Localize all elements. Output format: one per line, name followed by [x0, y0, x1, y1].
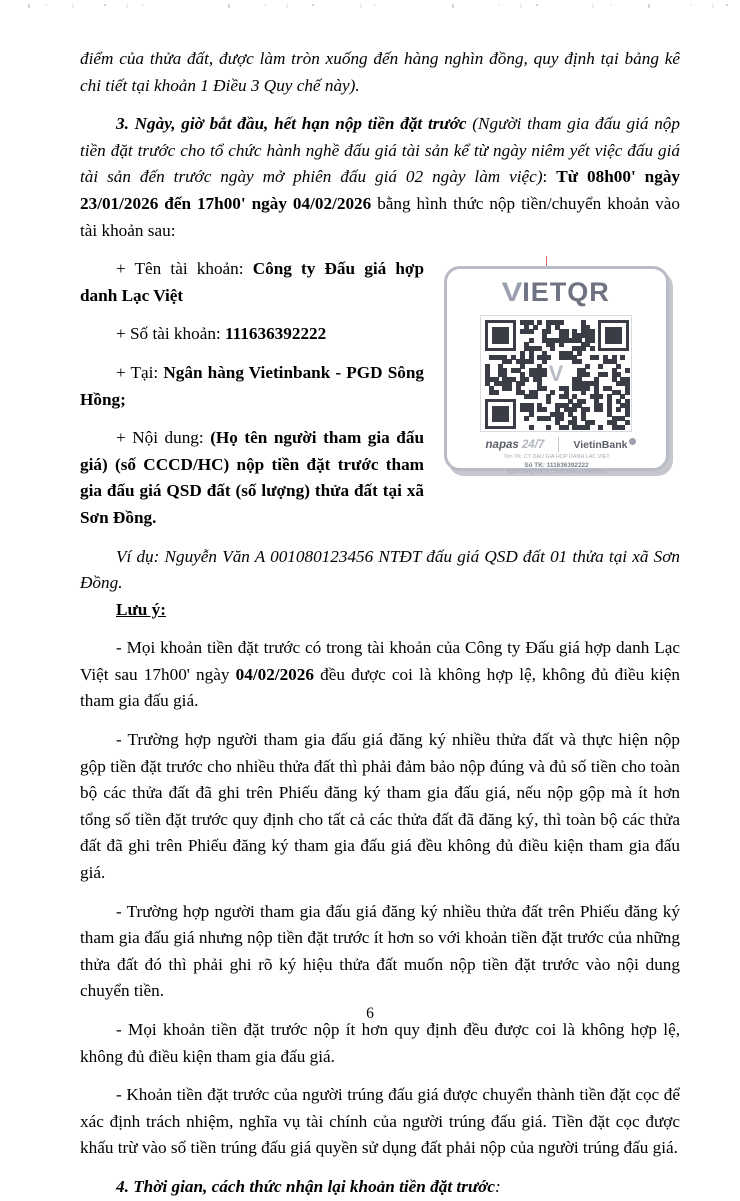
section-4-heading: 4. Thời gian, cách thức nhận lại khoản tiền đặt trước [116, 1176, 496, 1196]
note-paragraph-2: - Trường hợp người tham gia đấu giá đăng ký nhiều thửa đất và thực hiện nộp gộp tiền đặt trước cho nhiều thửa đất thì phải đảm bảo nộp đúng và đủ số tiền cho toàn bộ các thửa đất đã ghi trên Phiếu đăng ký tham gia đấu giá, nếu nộp gộp mà ít hơn tổng số tiền đặt trước quy định cho tất cả các thửa đất đã đăng ký, thì toàn bộ các thửa đất đã ghi trên Phiếu đăng ký tham gia đấu giá đều không đủ điều kiện tham gia đấu giá. [80, 730, 680, 883]
vietqr-card [444, 266, 669, 476]
napas-logo-suffix: 24/7 [521, 438, 545, 451]
note-paragraph-5: - Khoản tiền đặt trước của người trúng đấu giá được chuyển thành tiền đặt cọc để xác định trách nhiệm, nghĩa vụ tài chính của người trúng đấu giá. Tiền đặt cọc được khấu trừ vào số tiền trúng đấu giá quyền sử dụng đất phải nộp của người trúng đấu giá. [80, 1085, 680, 1158]
qr-code-grid [485, 320, 627, 427]
vietqr-logo [447, 277, 666, 308]
vietqr-logo-text: IETQR [522, 277, 610, 308]
vietqr-card-figure [434, 256, 680, 480]
account-bank-label: + Tại: [116, 362, 164, 382]
section-3-deadline: Từ 08h00' ngày 23/01/2026 đến 17h00' ngày 04/02/2026 [80, 167, 681, 213]
section-3-heading: 3. Ngày, giờ bắt đầu, hết hạn nộp tiền đặt trước [116, 114, 467, 134]
card-fine-print [455, 454, 658, 477]
account-content-label: + Nội dung: [116, 428, 211, 448]
vietqr-logo-v: V [501, 277, 524, 308]
napas-logo-text: napas [485, 438, 519, 451]
note-heading [80, 597, 680, 624]
section-3-paragraph [80, 111, 680, 244]
account-name-value: Công ty Đấu giá hợp danh Lạc Việt [80, 259, 425, 305]
paragraph-continued [80, 46, 680, 99]
note-paragraph-3: - Trường hợp người tham gia đấu giá đăng ký nhiều thửa đất trên Phiếu đăng ký tham gia đấu giá nhưng nộp tiền đặt trước ít hơn so với khoản tiền đặt trước của những thửa đất đó thì phải ghi rõ ký hiệu thửa đất muốn nộp tiền đặt trước vào nội dung chuyển tiền. [80, 901, 680, 1001]
qr-center-logo: V [548, 360, 564, 386]
qr-code-image [480, 315, 632, 432]
note-1-deadline-date: 04/02/2026 [235, 664, 314, 684]
section-3-tail: bằng hình thức nộp tiền/chuyển khoản vào tài khoản sau: [80, 193, 680, 240]
example-text: Ví dụ: Nguyễn Văn A 001080123456 NTĐT đấu giá QSD đất 01 thửa tại xã Sơn Đồng. [80, 546, 680, 593]
card-fine-print-line-1: Tên TK: CT DAU GIA HOP DANH LAC VIET [503, 454, 610, 461]
paragraph-continued-text: điểm của thửa đất, được làm tròn xuống đến hàng nghìn đồng, quy định tại bảng kê chi tiết tại khoản 1 Điều 3 Quy chế này). [80, 49, 680, 95]
section-4-paragraph [80, 1174, 680, 1201]
account-number-value: 111636392222 [225, 324, 327, 344]
note-1-part-a: - Mọi khoản tiền đặt trước có trong tài khoản của Công ty Đấu giá hợp danh Lạc Việt sau 17h00' ngày [80, 638, 680, 684]
card-brand-row [447, 437, 666, 452]
scan-artifact-speckles [0, 4, 740, 10]
vietinbank-logo: VietinBank [573, 438, 628, 451]
card-fine-print-line-3: Ngân hàng TMCP Công thương Việt Nam [506, 469, 607, 476]
section-4-colon: : [495, 1176, 501, 1196]
note-heading-text: Lưu ý: [116, 599, 166, 619]
note-paragraph-4: - Mọi khoản tiền đặt trước nộp ít hơn quy định đều được coi là không hợp lệ, không đủ điều kiện tham gia đấu giá. [80, 1020, 680, 1066]
section-3-colon: : [542, 167, 557, 187]
account-name-label: + Tên tài khoản: [116, 259, 253, 279]
section-3-parenthetical: (Người tham gia đấu giá nộp tiền đặt trước cho tổ chức hành nghề đấu giá tài sản kể từ ngày niêm yết việc đấu giá tài sản đến trước ngày mở phiên đấu giá 02 ngày làm việc) [80, 114, 680, 187]
brand-divider [558, 437, 559, 452]
page-number: 6 [366, 1005, 374, 1022]
page-content [80, 46, 680, 1201]
note-paragraph-1 [80, 635, 680, 715]
napas-logo [486, 439, 545, 451]
example-line [80, 544, 680, 597]
account-content-value: (Họ tên người tham gia đấu giá) (số CCCD/HC) nộp tiền đặt trước tham gia đấu giá QSD đất (số lượng) thửa đất tại xã Sơn Đồng. [80, 428, 424, 527]
card-fine-print-line-2: Số TK: 111636392222 [524, 461, 589, 469]
note-1-part-b: đều được coi là không hợp lệ, không đủ điều kiện tham gia đấu giá. [80, 664, 680, 711]
account-number-label: + Số tài khoản: [116, 324, 225, 344]
account-bank-value: Ngân hàng Vietinbank - PGD Sông Hồng; [80, 362, 425, 409]
account-details-block [80, 256, 680, 597]
